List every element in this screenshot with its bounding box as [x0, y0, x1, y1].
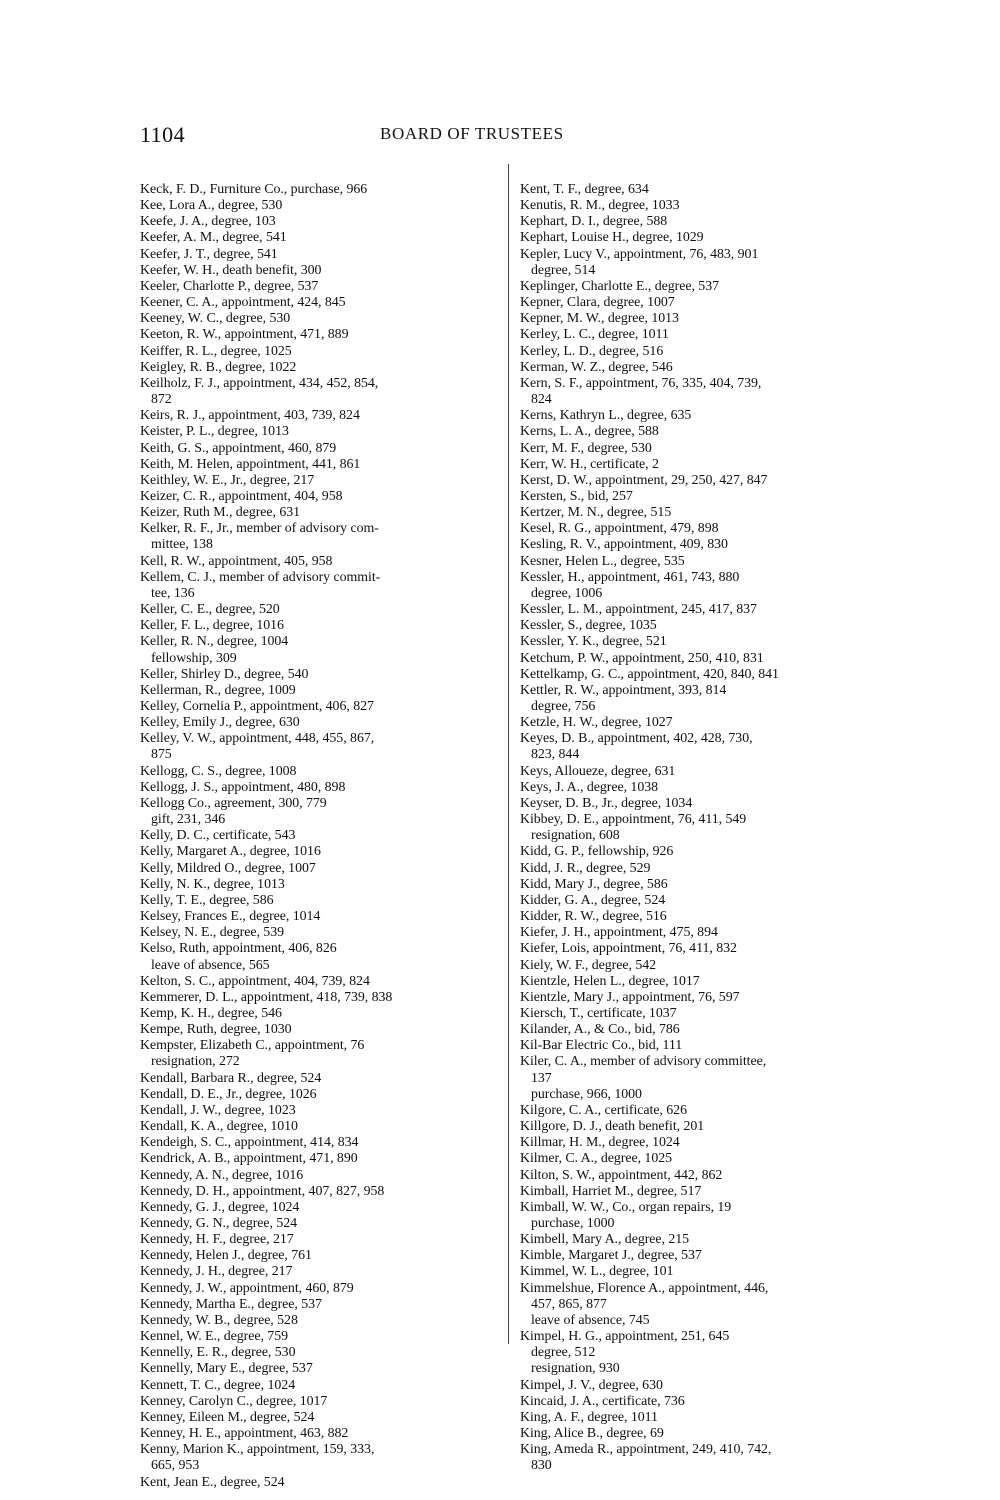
index-entry: Kidd, Mary J., degree, 586: [520, 876, 668, 892]
index-entry: Kellogg, J. S., appointment, 480, 898: [140, 779, 346, 795]
index-entry: Keigley, R. B., degree, 1022: [140, 359, 297, 375]
index-subentry: resignation, 608: [531, 828, 620, 844]
index-entry: Kendall, Barbara R., degree, 524: [140, 1070, 322, 1086]
index-entry: Kiersch, T., certificate, 1037: [520, 1005, 677, 1021]
page-number: 1104: [140, 122, 186, 147]
index-entry: Kientzle, Mary J., appointment, 76, 597: [520, 989, 740, 1005]
index-entry: King, Ameda R., appointment, 249, 410, 742,: [520, 1442, 772, 1458]
index-entry: Kerns, Kathryn L., degree, 635: [520, 408, 692, 424]
index-subentry: leave of absence, 745: [531, 1312, 650, 1328]
index-subentry: 830: [531, 1458, 552, 1474]
index-entry: Kessler, Y. K., degree, 521: [520, 634, 667, 650]
index-entry: Kibbey, D. E., appointment, 76, 411, 549: [520, 812, 747, 828]
index-entry: Kil-Bar Electric Co., bid, 111: [520, 1038, 683, 1054]
index-entry: Kellem, C. J., member of advisory commit-: [140, 569, 381, 585]
index-entry: Kerley, L. C., degree, 1011: [520, 327, 669, 343]
index-subentry: fellowship, 309: [151, 650, 237, 666]
index-entry: Kelly, N. K., degree, 1013: [140, 876, 285, 892]
index-entry: Kerr, W. H., certificate, 2: [520, 456, 659, 472]
index-subentry: leave of absence, 565: [151, 957, 270, 973]
index-entry: Kepner, M. W., degree, 1013: [520, 311, 679, 327]
index-entry: Kempster, Elizabeth C., appointment, 76: [140, 1038, 365, 1054]
index-subentry: 665, 953: [151, 1458, 200, 1474]
index-entry: Kenutis, R. M., degree, 1033: [520, 198, 680, 214]
index-entry: Kendeigh, S. C., appointment, 414, 834: [140, 1135, 359, 1151]
index-entry: Kelley, Emily J., degree, 630: [140, 715, 300, 731]
index-entry: Kepler, Lucy V., appointment, 76, 483, 901: [520, 246, 759, 262]
index-subentry: 872: [151, 392, 172, 408]
index-entry: Kemp, K. H., degree, 546: [140, 1005, 282, 1021]
index-entry: Kelly, T. E., degree, 586: [140, 892, 274, 908]
index-entry: Kell, R. W., appointment, 405, 958: [140, 553, 333, 569]
index-entry: Kelly, D. C., certificate, 543: [140, 828, 296, 844]
index-entry: Kilgore, C. A., certificate, 626: [520, 1102, 687, 1118]
index-subentry: 457, 865, 877: [531, 1296, 607, 1312]
index-entry: Keys, J. A., degree, 1038: [520, 779, 659, 795]
index-entry: King, Alice B., degree, 69: [520, 1426, 664, 1442]
index-entry: Kennett, T. C., degree, 1024: [140, 1377, 296, 1393]
index-entry: Kendrick, A. B., appointment, 471, 890: [140, 1151, 358, 1167]
index-entry: Kent, Jean E., degree, 524: [140, 1474, 285, 1490]
index-entry: Keller, F. L., degree, 1016: [140, 618, 284, 634]
index-entry: Kenny, Marion K., appointment, 159, 333,: [140, 1442, 375, 1458]
index-entry: Kephart, D. I., degree, 588: [520, 214, 668, 230]
index-entry: Kertzer, M. N., degree, 515: [520, 505, 672, 521]
index-entry: Keefer, A. M., degree, 541: [140, 230, 287, 246]
index-entry: Keith, G. S., appointment, 460, 879: [140, 440, 337, 456]
index-entry: Kendall, J. W., degree, 1023: [140, 1102, 296, 1118]
index-entry: Keener, C. A., appointment, 424, 845: [140, 295, 346, 311]
index-subentry: 137: [531, 1070, 552, 1086]
index-entry: Keister, P. L., degree, 1013: [140, 424, 289, 440]
index-entry: Kientzle, Helen L., degree, 1017: [520, 973, 700, 989]
index-entry: Kiefer, Lois, appointment, 76, 411, 832: [520, 941, 737, 957]
index-entry: Kempe, Ruth, degree, 1030: [140, 1022, 292, 1038]
index-entry: Kimpel, J. V., degree, 630: [520, 1377, 663, 1393]
index-entry: Kerns, L. A., degree, 588: [520, 424, 659, 440]
index-entry: Kennedy, W. B., degree, 528: [140, 1312, 298, 1328]
index-entry: Keizer, C. R., appointment, 404, 958: [140, 488, 343, 504]
index-entry: Kilton, S. W., appointment, 442, 862: [520, 1167, 723, 1183]
index-entry: Keys, Alloueze, degree, 631: [520, 763, 676, 779]
index-entry: Kephart, Louise H., degree, 1029: [520, 230, 704, 246]
index-entry: Kenney, Eileen M., degree, 524: [140, 1409, 315, 1425]
index-entry: Kennedy, D. H., appointment, 407, 827, 958: [140, 1183, 385, 1199]
index-entry: Kidd, J. R., degree, 529: [520, 860, 651, 876]
index-entry: Kennelly, E. R., degree, 530: [140, 1345, 296, 1361]
index-subentry: 824: [531, 392, 552, 408]
index-entry: Kennedy, Helen J., degree, 761: [140, 1248, 312, 1264]
index-entry: Kerley, L. D., degree, 516: [520, 343, 664, 359]
index-subentry: degree, 512: [531, 1345, 596, 1361]
index-subentry: 823, 844: [531, 747, 580, 763]
index-entry: Kiler, C. A., member of advisory committee,: [520, 1054, 767, 1070]
index-entry: Kerr, M. F., degree, 530: [520, 440, 652, 456]
index-entry: Kennedy, A. N., degree, 1016: [140, 1167, 304, 1183]
index-entry: Keller, Shirley D., degree, 540: [140, 666, 309, 682]
index-entry: Kenney, H. E., appointment, 463, 882: [140, 1426, 349, 1442]
index-entry: Kelly, Margaret A., degree, 1016: [140, 844, 321, 860]
index-entry: Kelly, Mildred O., degree, 1007: [140, 860, 316, 876]
index-entry: Kemmerer, D. L., appointment, 418, 739, 838: [140, 989, 393, 1005]
index-entry: Kenney, Carolyn C., degree, 1017: [140, 1393, 328, 1409]
index-entry: Kesner, Helen L., degree, 535: [520, 553, 685, 569]
index-entry: Kennedy, H. F., degree, 217: [140, 1232, 294, 1248]
index-entry: Ketzle, H. W., degree, 1027: [520, 715, 673, 731]
index-entry: Kessler, L. M., appointment, 245, 417, 837: [520, 602, 757, 618]
index-subentry: resignation, 272: [151, 1054, 240, 1070]
index-entry: Kellogg Co., agreement, 300, 779: [140, 795, 327, 811]
index-entry: Kennelly, Mary E., degree, 537: [140, 1361, 313, 1377]
index-entry: Kersten, S., bid, 257: [520, 488, 633, 504]
index-entry: Kimmelshue, Florence A., appointment, 446,: [520, 1280, 769, 1296]
index-entry: Keithley, W. E., Jr., degree, 217: [140, 472, 315, 488]
index-entry: Kelsey, Frances E., degree, 1014: [140, 909, 321, 925]
index-entry: Kidder, G. A., degree, 524: [520, 892, 666, 908]
column-divider: [508, 164, 509, 1344]
index-subentry: mittee, 138: [151, 537, 213, 553]
index-entry: Keilholz, F. J., appointment, 434, 452, 854,: [140, 375, 379, 391]
index-entry: Kern, S. F., appointment, 76, 335, 404, 739,: [520, 375, 762, 391]
index-entry: Kincaid, J. A., certificate, 736: [520, 1393, 685, 1409]
index-entry: Kelker, R. F., Jr., member of advisory com-: [140, 521, 379, 537]
index-entry: Kesling, R. V., appointment, 409, 830: [520, 537, 728, 553]
index-entry: Kessler, H., appointment, 461, 743, 880: [520, 569, 740, 585]
index-entry: Kiely, W. F., degree, 542: [520, 957, 657, 973]
index-entry: Kerst, D. W., appointment, 29, 250, 427, 847: [520, 472, 768, 488]
index-entry: Kent, T. F., degree, 634: [520, 182, 649, 197]
index-entry: Kee, Lora A., degree, 530: [140, 198, 283, 214]
index-entry: Keeney, W. C., degree, 530: [140, 311, 291, 327]
index-entry: Kelton, S. C., appointment, 404, 739, 824: [140, 973, 370, 989]
index-entry: Kidd, G. P., fellowship, 926: [520, 844, 674, 860]
index-entry: Kimpel, H. G., appointment, 251, 645: [520, 1329, 730, 1345]
index-entry: Keith, M. Helen, appointment, 441, 861: [140, 456, 361, 472]
index-entry: Kettler, R. W., appointment, 393, 814: [520, 682, 727, 698]
index-entry: Keizer, Ruth M., degree, 631: [140, 505, 301, 521]
index-entry: Kettelkamp, G. C., appointment, 420, 840, 841: [520, 666, 779, 682]
index-entry: Keefer, W. H., death benefit, 300: [140, 262, 322, 278]
index-entry: Keiffer, R. L., degree, 1025: [140, 343, 292, 359]
index-entry: Kimball, W. W., Co., organ repairs, 19: [520, 1199, 732, 1215]
index-entry: Kellogg, C. S., degree, 1008: [140, 763, 297, 779]
index-entry: Kimbell, Mary A., degree, 215: [520, 1232, 690, 1248]
index-subentry: 875: [151, 747, 172, 763]
index-entry: Kidder, R. W., degree, 516: [520, 909, 667, 925]
index-entry: Kennedy, J. H., degree, 217: [140, 1264, 293, 1280]
index-entry: Kennedy, G. N., degree, 524: [140, 1216, 298, 1231]
index-entry: Killgore, D. J., death benefit, 201: [520, 1119, 705, 1135]
index-entry: Kelley, Cornelia P., appointment, 406, 827: [140, 699, 374, 714]
index-entry: Kessler, S., degree, 1035: [520, 618, 657, 634]
index-subentry: tee, 136: [151, 585, 195, 601]
index-column-right: [520, 182, 895, 1475]
index-entry: Kennedy, J. W., appointment, 460, 879: [140, 1280, 354, 1296]
index-entry: Keirs, R. J., appointment, 403, 739, 824: [140, 408, 360, 424]
index-entry: Ketchum, P. W., appointment, 250, 410, 831: [520, 650, 764, 666]
index-entry: Keeton, R. W., appointment, 471, 889: [140, 327, 349, 343]
index-entry: Keeler, Charlotte P., degree, 537: [140, 278, 319, 294]
index-entry: Keefer, J. T., degree, 541: [140, 246, 278, 262]
index-entry: Kendall, K. A., degree, 1010: [140, 1119, 298, 1135]
index-subentry: purchase, 966, 1000: [531, 1086, 642, 1102]
index-entry: Kesel, R. G., appointment, 479, 898: [520, 521, 719, 537]
index-entry: Keyes, D. B., appointment, 402, 428, 730,: [520, 731, 753, 747]
index-entry: Kennedy, G. J., degree, 1024: [140, 1199, 300, 1215]
index-entry: Kennedy, Martha E., degree, 537: [140, 1296, 322, 1312]
index-subentry: resignation, 930: [531, 1361, 620, 1377]
index-subentry: degree, 1006: [531, 585, 603, 601]
index-column-left: [140, 182, 515, 1491]
index-entry: Kennel, W. E., degree, 759: [140, 1329, 288, 1345]
index-entry: Kiefer, J. H., appointment, 475, 894: [520, 925, 718, 941]
index-entry: Keller, R. N., degree, 1004: [140, 634, 289, 650]
index-entry: Kelso, Ruth, appointment, 406, 826: [140, 941, 337, 957]
index-entry: Kimmel, W. L., degree, 101: [520, 1264, 674, 1280]
index-entry: Kilmer, C. A., degree, 1025: [520, 1151, 673, 1167]
index-entry: Kellerman, R., degree, 1009: [140, 682, 296, 698]
index-entry: Kimball, Harriet M., degree, 517: [520, 1183, 702, 1199]
index-entry: Kimble, Margaret J., degree, 537: [520, 1248, 702, 1264]
index-subentry: purchase, 1000: [531, 1216, 615, 1231]
index-entry: Keck, F. D., Furniture Co., purchase, 966: [140, 182, 368, 197]
index-entry: Kendall, D. E., Jr., degree, 1026: [140, 1086, 317, 1102]
index-entry: Kelley, V. W., appointment, 448, 455, 867,: [140, 731, 375, 747]
index-subentry: degree, 514: [531, 262, 596, 278]
index-entry: Kelsey, N. E., degree, 539: [140, 925, 284, 941]
index-entry: Keefe, J. A., degree, 103: [140, 214, 276, 230]
index-entry: Kerman, W. Z., degree, 546: [520, 359, 673, 375]
index-entry: Keller, C. E., degree, 520: [140, 602, 280, 618]
index-entry: Kepner, Clara, degree, 1007: [520, 295, 675, 311]
index-entry: Kilander, A., & Co., bid, 786: [520, 1022, 680, 1038]
index-entry: King, A. F., degree, 1011: [520, 1409, 658, 1425]
index-entry: Keyser, D. B., Jr., degree, 1034: [520, 795, 693, 811]
running-head: BOARD OF TRUSTEES: [380, 124, 564, 143]
index-subentry: gift, 231, 346: [151, 812, 226, 828]
index-subentry: degree, 756: [531, 699, 596, 714]
index-entry: Keplinger, Charlotte E., degree, 537: [520, 278, 719, 294]
index-entry: Killmar, H. M., degree, 1024: [520, 1135, 680, 1151]
